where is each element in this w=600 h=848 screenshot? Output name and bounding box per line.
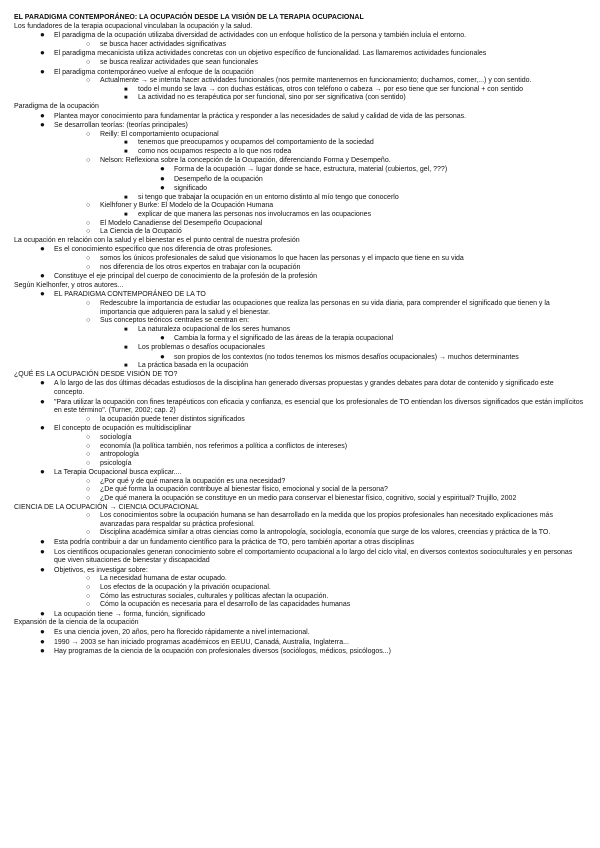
list-item [14,326,584,335]
list-item [14,157,584,166]
list-item [14,290,584,300]
list-item [14,468,584,478]
bullet-marker: ○ [86,415,91,423]
bullet-marker: ● [40,48,45,58]
line-text: sociología [100,433,132,441]
bullet-marker: ● [40,636,45,646]
bullet-marker: ○ [86,486,91,494]
bullet-marker: ● [40,546,45,556]
line-text: Paradigma de la ocupación [14,102,99,110]
list-item [14,139,584,148]
bullet-marker: ● [40,564,45,574]
bullet-marker: ● [160,164,165,174]
list-item [14,220,584,229]
bullet-marker: ■ [124,148,128,155]
list-item [14,575,584,584]
bullet-marker: ● [40,271,45,281]
bullet-marker: ○ [86,58,91,66]
line-text: economía (la política también, nos referimos a política a conflictos de intereses) [100,442,348,450]
line-text: EL PARADIGMA CONTEMPORÁNEO: LA OCUPACIÓN DESDE LA VISIÓN DE LA TERAPIA OCUPACIONAL [14,14,364,21]
list-item [14,317,584,326]
bullet-marker: ● [40,646,45,656]
line-text: Kielhfoner y Burke: El Modelo de la Ocupación Humana [100,202,274,210]
list-item [14,601,584,610]
bullet-marker: ● [40,30,45,40]
line-text: ¿De qué manera la ocupación se constituye en un medio para conservar el bienestar físico, cognitivo, social y espiritual? Trujillo, 2002 [100,495,517,503]
line-text: "Para utilizar la ocupación con fines terapéuticos con eficacia y confianza, es esencial que los profesionales de TO entiendan los diversos significados que están implícitos en este término". (Turner, 2002; cap. 2) [54,398,584,415]
bullet-marker: ● [40,537,45,547]
list-item [14,647,584,657]
bullet-marker: ○ [86,451,91,459]
bullet-marker: ● [40,608,45,618]
bullet-marker: ■ [124,363,128,370]
line-text: Desempeño de la ocupación [174,175,263,183]
list-item [14,194,584,203]
list-item [14,300,584,317]
list-item [14,512,584,529]
list-item [14,548,584,566]
line-text: La ocupación tiene → forma, función, significado [54,610,205,618]
bullet-marker: ○ [86,459,91,467]
bullet-marker: ● [40,110,45,120]
bullet-marker: ○ [86,495,91,503]
bullet-marker: ■ [124,86,128,93]
line-text: como nos ocupamos respecto a lo que nos rodea [138,147,292,155]
line-text: ¿QUÉ ES LA OCUPACIÓN DESDE VISIÓN DE TO? [14,370,178,378]
bullet-marker: ○ [86,529,91,537]
line-text: Plantea mayor conocimiento para fundamentar la práctica y responder a las necesidades de salud y calidad de vida de las personas. [54,112,467,120]
bullet-marker: ● [160,183,165,193]
line-text: significado [174,185,208,193]
list-item [14,264,584,273]
bullet-marker: ○ [86,584,91,591]
line-text: Es el conocimiento específico que nos diferencia de otras profesiones. [54,246,273,254]
list-item [14,566,584,576]
line-text: Sus conceptos teóricos centrales se centran en: [100,317,250,325]
line-text: Nelson: Reflexiona sobre la concepción de la Ocupación, diferenciando Forma y Desempeño. [100,156,391,164]
line-text: Reilly: El comportamiento ocupacional [100,130,219,138]
list-item [14,94,584,103]
list-item [14,77,584,86]
bullet-marker: ○ [86,228,91,236]
line-text: ¿Por qué y de qué manera la ocupación es una necesidad? [100,477,286,485]
bullet-marker: ○ [86,263,91,271]
bullet-marker: ● [160,173,165,183]
list-item [14,362,584,371]
bullet-marker: ○ [86,255,91,263]
list-item [14,68,584,78]
bullet-marker: ○ [86,77,91,85]
bullet-marker: ● [40,66,45,76]
list-item [14,344,584,353]
line-text: todo el mundo se lava → con duchas estáticas, otros con teléfono o cabeza → por eso tiene que ser funcional + con sentido [138,85,524,93]
bullet-marker: ■ [124,140,128,147]
line-text: La necesidad humana de estar ocupado. [100,575,227,583]
bullet-marker: ○ [86,512,91,520]
list-item [14,434,584,443]
bullet-marker: ○ [86,433,91,441]
bullet-marker: ● [40,423,45,433]
list-item [14,148,584,157]
section-line [14,619,584,628]
line-text: Hay programas de la ciencia de la ocupación con profesionales diversos (sociólogos, médicos, psicólogos...) [54,648,391,656]
line-text: La Ciencia de la Ocupació [100,228,182,236]
line-text: El concepto de ocupación es multidisciplinar [54,425,192,433]
bullet-marker: ■ [124,344,128,351]
line-text: Los problemas o desafíos ocupacionales [138,343,265,351]
line-text: CIENCIA DE LA OCUPACIÓN → CIENCIA OCUPACIONAL [14,503,199,511]
line-text: EL PARADIGMA CONTEMPORÁNEO DE LA TO [54,291,206,299]
line-text: Los fundadores de la terapia ocupacional vinculaban la ocupación y la salud. [14,22,253,30]
bullet-marker: ○ [86,40,91,48]
list-item [14,593,584,602]
section-line [14,504,584,513]
list-item [14,638,584,648]
list-item [14,379,584,397]
line-text: la ocupación puede tener distintos significados [100,415,245,423]
list-item [14,353,584,363]
bullet-marker: ○ [86,592,91,600]
section-line [14,23,584,32]
list-item [14,245,584,255]
line-text: El paradigma mecanicista utiliza actividades concretas con un objetivo específico de funcionalidad. Las llamaremos actividades funcionales [54,50,487,58]
list-item [14,228,584,237]
section-line [14,282,584,291]
bullet-marker: ● [40,467,45,477]
line-text: Cómo las estructuras sociales, culturales y políticas afectan la ocupación. [100,592,329,600]
bullet-marker: ○ [86,317,91,325]
line-text: La práctica basada en la ocupación [138,362,249,370]
line-text: Constituye el eje principal del cuerpo de conocimiento de la profesión de la profesión [54,273,318,281]
line-text: ¿De qué forma la ocupación contribuye al bienestar físico, emocional y social de la persona? [100,486,388,494]
line-text: La ocupación en relación con la salud y el bienestar es el punto central de nuestra profesión [14,236,300,244]
section-line [14,371,584,380]
bullet-marker: ○ [86,477,91,485]
list-item [14,121,584,131]
line-text: La actividad no es terapéutica por ser funcional, sino por ser significativa (con sentido) [138,94,406,102]
line-text: 1990 → 2003 se han iniciado programas académicos en EEUU, Canadá, Australia, Inglaterra... [54,638,349,646]
list-item [14,31,584,41]
list-item [14,49,584,59]
line-text: Disciplina académica similar a otras ciencias como la antropología, sociología, economía que surge de los valores, creencias y práctica de la TO. [100,529,551,537]
line-text: Se desarrollan teorías: (teorías principales) [54,122,188,130]
section-line [14,14,584,23]
line-text: Redescubre la importancia de estudiar las ocupaciones que realiza las personas en su vida diaria, para comprender el significado que tienen y la importancia que adquieren para la salud y el bienestar. [100,300,550,316]
line-text: Los conocimientos sobre la ocupación humana se han desarrollado en la medida que los propios profesionales han necesitado explicaciones más avanzadas para respaldar su práctica profesional. [100,512,553,528]
bullet-marker: ● [160,333,165,343]
list-item [14,334,584,344]
bullet-marker: ○ [86,202,91,210]
line-text: Objetivos, es investigar sobre: [54,566,148,574]
line-text: El Modelo Canadiense del Desempeño Ocupacional [100,219,263,227]
line-text: explicar de que manera las personas nos involucramos en las ocupaciones [138,211,372,219]
section-line [14,237,584,246]
bullet-marker: ● [40,120,45,130]
line-text: La naturaleza ocupacional de los seres humanos [138,325,291,333]
list-item [14,112,584,122]
list-item [14,424,584,434]
line-text: psicología [100,459,132,467]
line-text: El paradigma contemporáneo vuelve al enfoque de la ocupación [54,68,254,76]
bullet-marker: ■ [124,326,128,333]
line-text: Cómo la ocupación es necesaria para el desarrollo de las capacidades humanas [100,601,351,609]
line-text: si tengo que trabajar la ocupación en un entorno distinto al mío tengo que conocerlo [138,193,399,201]
line-text: Esta podría contribuir a dar un fundamento científico para la práctica de TO, pero también aportar a otras disciplinas [54,539,415,547]
list-item [14,443,584,452]
list-item [14,202,584,211]
list-item [14,628,584,638]
list-item [14,538,584,548]
line-text: Es una ciencia joven, 20 años, pero ha florecido rápidamente a nivel internacional. [54,628,310,636]
line-text: tenemos que preocuparnos y ocuparnos del comportamiento de la sociedad [138,139,374,147]
bullet-marker: ○ [86,300,91,307]
line-text: Actualmente → se intenta hacer actividades funcionales (nos permite mantenernos en funcionamiento; ducharnos, comer,...) y con sentido. [100,77,532,85]
line-text: se busca hacer actividades significativas [100,40,227,48]
line-text: Forma de la ocupación → lugar donde se hace, estructura, material (cubiertos, gel, ???) [174,166,448,174]
list-item [14,41,584,50]
line-text: antropología [100,451,139,459]
list-item [14,131,584,140]
line-text: son propios de los contextos (no todos tenemos los mismos desafíos ocupacionales) → muchos determinantes [174,353,519,361]
list-item [14,175,584,185]
line-text: Según Kielhonfer, y otros autores... [14,281,124,289]
list-item [14,86,584,95]
list-item [14,584,584,593]
bullet-marker: ○ [86,130,91,138]
list-item [14,451,584,460]
bullet-marker: ■ [124,212,128,219]
line-text: somos los únicos profesionales de salud que visionamos lo que hacen las personas y el impacto que tiene en su vida [100,255,464,263]
list-item [14,460,584,469]
line-text: Expansión de la ciencia de la ocupación [14,619,139,627]
line-text: Los efectos de la ocupación y la privación ocupacional. [100,584,271,591]
line-text: El paradigma de la ocupación utilizaba diversidad de actividades con un enfoque holístico de la persona y también incluía el entorno. [54,32,467,40]
list-item [14,211,584,220]
bullet-marker: ■ [124,95,128,102]
line-text: A lo largo de las dos últimas décadas estudiosos de la disciplina han generado diversas propuestas y grandes debates para dotar de contenido y significado este concepto. [54,380,554,396]
bullet-marker: ○ [86,601,91,609]
bullet-marker: ● [40,289,45,299]
list-item [14,184,584,194]
list-item [14,398,584,416]
line-text: se busca realizar actividades que sean funcionales [100,58,258,66]
list-item [14,165,584,175]
line-text: Cambia la forma y el significado de las áreas de la terapia ocupacional [174,335,394,343]
list-item [14,478,584,487]
bullet-marker: ● [40,396,45,406]
list-item [14,272,584,282]
bullet-marker: ● [160,351,165,361]
bullet-marker: ■ [124,194,128,201]
bullet-marker: ● [40,244,45,254]
bullet-marker: ○ [86,575,91,583]
bullet-marker: ○ [86,442,91,450]
bullet-marker: ○ [86,219,91,227]
list-item [14,495,584,504]
list-item [14,486,584,495]
list-item [14,59,584,68]
line-text: Los científicos ocupacionales generan conocimiento sobre el comportamiento ocupacional a lo largo del ciclo vital, en diversos contextos socioculturales y en personas que viven situaciones de bienestar y discapacidad [54,548,573,565]
line-text: La Terapia Ocupacional busca explicar.... [54,469,182,477]
bullet-marker: ● [40,626,45,636]
bullet-marker: ○ [86,156,91,164]
list-item [14,610,584,620]
list-item [14,529,584,538]
section-line [14,103,584,112]
list-item [14,255,584,264]
line-text: nos diferencia de los otros expertos en trabajar con la ocupación [100,263,301,271]
bullet-marker: ● [40,378,45,388]
list-item [14,416,584,425]
